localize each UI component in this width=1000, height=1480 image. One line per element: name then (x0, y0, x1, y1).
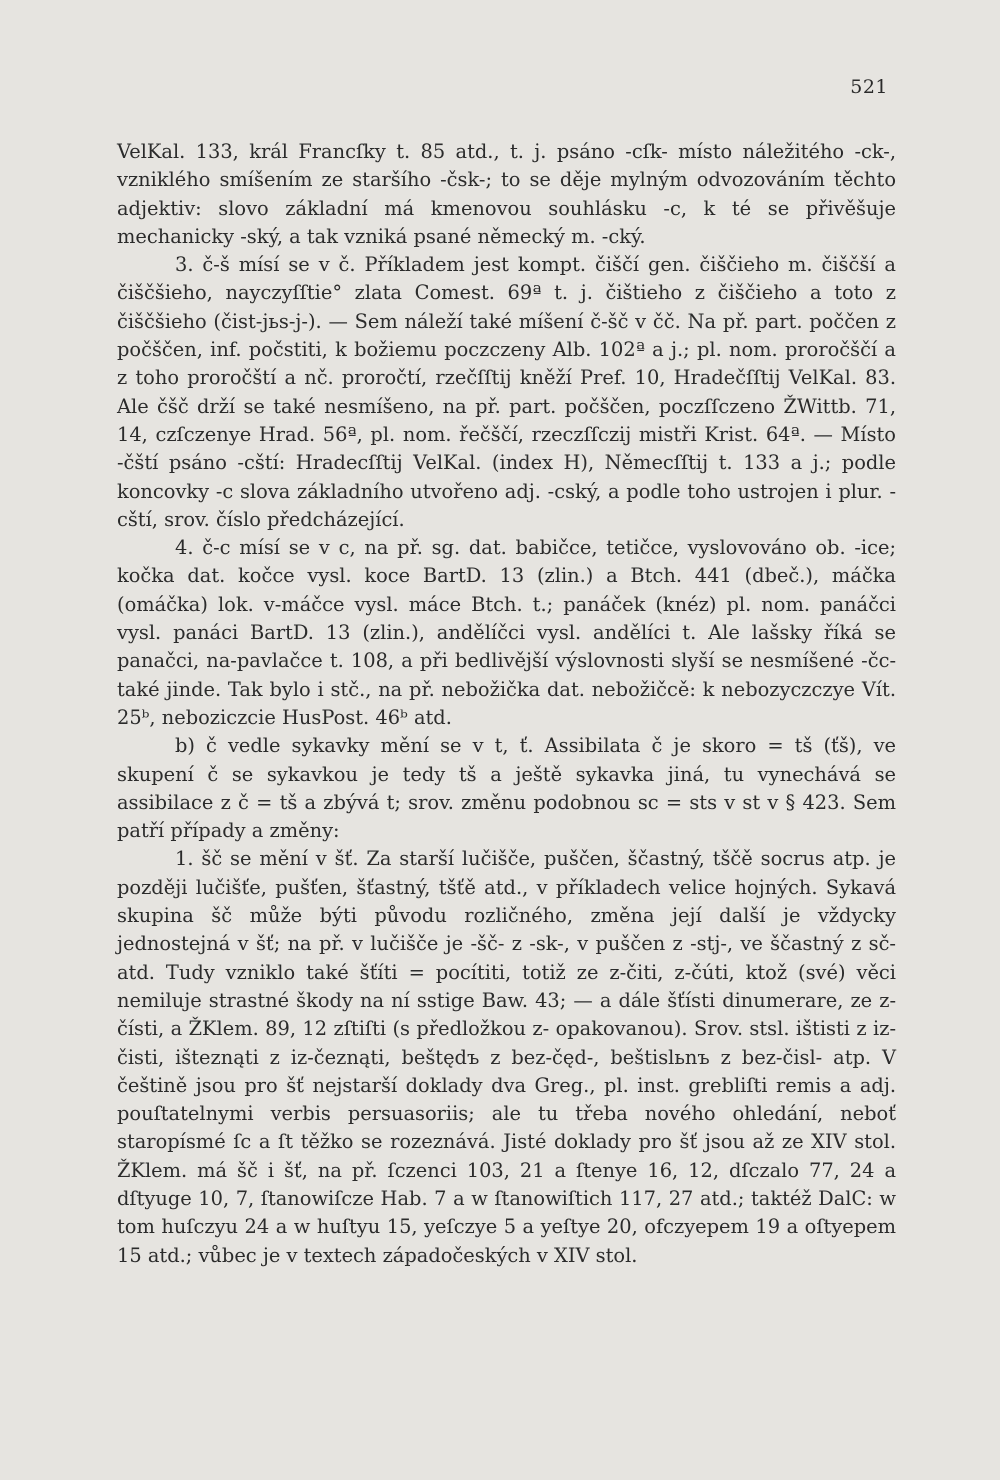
paragraph-5: 1. šč se mění v šť. Za starší lučišče, puščen, ščastný, tščě socrus atp. je později lučišťe, pušťen, šťastný, tšťě atd., v příkladech velice hojných. Sykavá skupina šč může býti původu rozličného, změna její další je vždycky jednostejná v šť; na př. v lučišče je -šč- z -sk-, v puščen z -stj-, ve ščastný z sč- atd. Tudy vzniklo také šťíti = pocítiti, totiž ze z-čiti, z-čúti, ktož (své) věci nemiluje strastné škody na ní sstige Baw. 43; — a dále šťísti dinumerare, ze z-čísti, a ŽKlem. 89, 12 zſtiſti (s předložkou z- opakovanou). Srov. stsl. ištisti z iz-čisti, išteznąti z iz-čeznąti, beštędъ z bez-čęd-, beštislьnъ z bez-čisl- atp. V češtině jsou pro šť nejstarší doklady dva Greg., pl. inst. grebliſti remis a adj. pouſtatelnymi verbis persuasoriis; ale tu třeba nového ohledání, neboť staropísmé ſc a ſt těžko se rozeznává. Jisté doklady pro šť jsou až ze XIV stol. ŽKlem. má šč i šť, na př. ſczenci 103, 21 a ſtenye 16, 12, dſczalo 77, 24 a dſtyuge 10, 7, ſtanowiſcze Hab. 7 a w ſtanowiſtich 117, 27 atd.; taktéž DalC: w tom huſczyu 24 a w huſtyu 15, yeſczye 5 a yeſtye 20, ofczyepem 19 a oſtyepem 15 atd.; vůbec je v textech západočeských v XIV stol. (117, 847, 896, 1267)
paragraph-2: 3. č-š mísí se v č. Příkladem jest kompt. čiščí gen. čiščieho m. čiščší a čiščšieho, nayczyſſtie° zlata Comest. 69ª t. j. čištieho z čiščieho a toto z čiščšieho (čist-jьs-j-). — Sem náleží také míšení č-šč v čč. Na př. part. poččen z počščen, inf. počstiti, k božiemu poczczeny Alb. 102ª a j.; pl. nom. proročščí a z toho proročští a nč. proročtí, rzečſſtij kněží Pref. 10, Hradečſſtij VelKal. 83. Ale čšč drží se také nesmíšeno, na př. part. počščen, poczſſczeno ŽWittb. 71, 14, czſczenye Hrad. 56ª, pl. nom. řečščí, rzeczſſczij mistři Krist. 64ª. — Místo -čští psáno -cští: Hradecſſtij VelKal. (index H), Němecſſtij t. 133 a j.; podle koncovky -c slova základního utvořeno adj. -cský, a podle toho ustrojen i plur. -cští, srov. číslo předcházející. (117, 253, 896, 531)
page-number: 521 (850, 76, 888, 98)
paragraph-3: 4. č-c mísí se v c, na př. sg. dat. babičce, tetičce, vyslovováno ob. -ice; kočka dat. kočce vysl. koce BartD. 13 (zlin.) a Btch. 441 (dbeč.), máčka (omáčka) lok. v-máčce vysl. máce Btch. t.; panáček (knéz) pl. nom. panáčci vysl. panáci BartD. 13 (zlin.), andělíčci vysl. andělíci t. Ale lašsky říká se panačci, na-pavlačce t. 108, a při bedlivější výslovnosti slyší se nesmíšené -čc- také jinde. Tak bylo i stč., na př. nebožička dat. nebožičcě: k nebozyczczye Vít. 25ᵇ, neboziczcie HusPost. 46ᵇ atd. (117, 536, 896, 729)
paragraph-4: b) č vedle sykavky mění se v t, ť. Assibilata č je skoro = tš (ťš), ve skupení č se sykavkou je tedy tš a ještě sykavka jiná, tu vynechává se assibilace z č = tš a zbývá t; srov. změnu podobnou sc = sts v st v § 423. Sem patří případy a změny: (117, 734, 896, 843)
paragraph-1: VelKal. 133, král Francſky t. 85 atd., t. j. psáno -cſk- místo náležitého -ck-, vzniklého smíšením ze staršího -čsk-; to se děje mylným odvozováním těchto adjektiv: slovo základní má kmenovou souhlásku -c, k té se přivěšuje mechanicky -ský, a tak vzniká psané německý m. -cký. (117, 140, 896, 248)
text-body (117, 138, 896, 1270)
